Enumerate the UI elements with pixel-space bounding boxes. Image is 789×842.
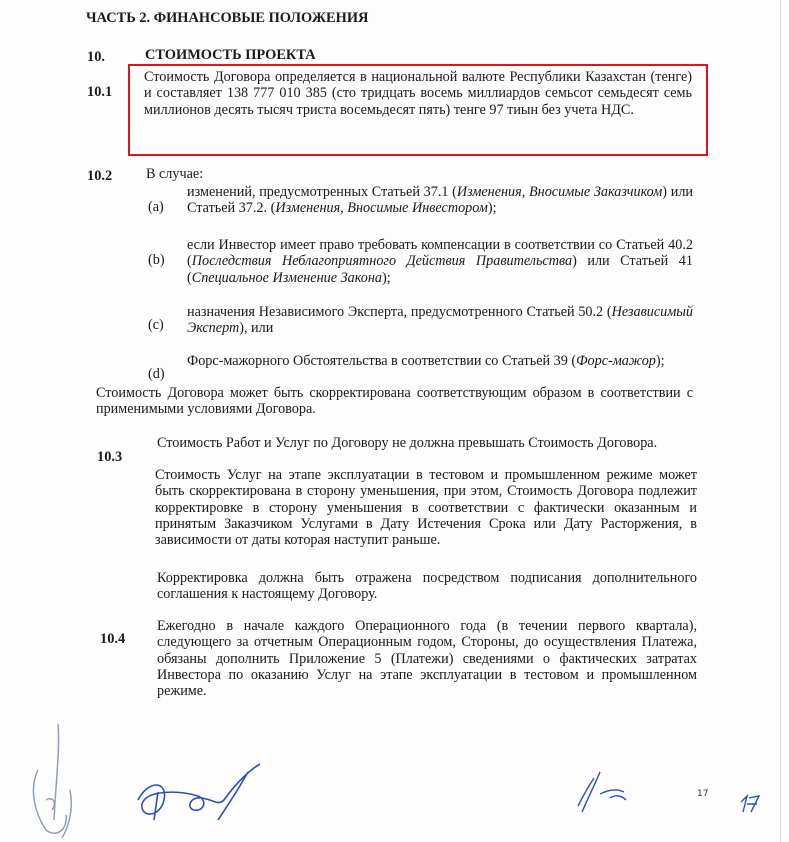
clause-10-3-text: Стоимость Работ и Услуг по Договору не должна превышать Стоимость Договора. bbox=[157, 435, 658, 451]
page-edge-line bbox=[780, 0, 781, 842]
page-number: 17 bbox=[697, 789, 709, 799]
part-title: ЧАСТЬ 2. ФИНАНСОВЫЕ ПОЛОЖЕНИЯ bbox=[86, 10, 369, 26]
list-marker-c: (c) bbox=[148, 317, 164, 333]
clause-10-4-text: Ежегодно в начале каждого Операционного года (в течении первого квартала), следующего за отчетным Операционным годом, Стороны, до осуществления Платежа, обязаны дополнить Приложение 5 (Платежи) сведениями о фактических затратах Инвестора по оказанию Услуг на этапе эксплуатации в тестовом и промышленном режиме. bbox=[157, 618, 697, 700]
clause-10-2-closing: Стоимость Договора может быть скорректирована соответствующим образом в соответствии с применимыми условиями Договора. bbox=[96, 385, 693, 418]
list-marker-a: (a) bbox=[148, 199, 164, 215]
clause-10-1-text: Стоимость Договора определяется в национальной валюте Республики Казахстан (тенге) и составляет 138 777 010 385 (сто тридцать восемь миллиардов семьсот семьдесят семь миллионов десять тысяч триста восемьдесят пять) тенге 97 тиын без учета НДС. bbox=[144, 69, 692, 118]
clause-10-4-number: 10.4 bbox=[100, 631, 126, 647]
clause-10-2-number: 10.2 bbox=[87, 168, 113, 184]
signature-2 bbox=[570, 768, 630, 816]
signature-1 bbox=[128, 760, 268, 830]
list-item-d: Форс-мажорного Обстоятельства в соответствии со Статьей 39 (Форс-мажор); bbox=[187, 353, 665, 369]
clause-10-3-para2: Корректировка должна быть отражена посредством подписания дополнительного соглашения к настоящему Договору. bbox=[157, 570, 697, 603]
list-item-c: назначения Независимого Эксперта, предусмотренного Статьей 50.2 (Независимый Эксперт), или bbox=[187, 304, 693, 337]
clause-10-3-para1: Стоимость Услуг на этапе эксплуатации в тестовом и промышленном режиме может быть скорректирована в сторону уменьшения, при этом, Стоимость Договора подлежит корректировке в сторону уменьшения в соответствии с фактически оказанным и принятым Заказчиком Услугами в Дату Истечения Срока или Дату Расторжения, в зависимости от даты которая наступит раньше. bbox=[155, 467, 697, 549]
clause-10-3-number: 10.3 bbox=[97, 449, 123, 465]
section-title: СТОИМОСТЬ ПРОЕКТА bbox=[145, 47, 316, 63]
handwritten-page-number bbox=[737, 790, 771, 814]
list-item-b: если Инвестор имеет право требовать компенсации в соответствии со Статьей 40.2 (Последствия Неблагоприятного Действия Правительства) или Статьей 41 (Специальное Изменение Закона); bbox=[187, 237, 693, 286]
clause-10-2-intro: В случае: bbox=[146, 166, 204, 182]
clause-10-1-number: 10.1 bbox=[87, 84, 113, 100]
left-margin-signature bbox=[18, 720, 88, 842]
section-number: 10. bbox=[87, 49, 105, 65]
list-marker-b: (b) bbox=[148, 252, 165, 268]
list-item-a: изменений, предусмотренных Статьей 37.1 (Изменения, Вносимые Заказчиком) или Статьей 37.2. (Изменения, Вносимые Инвестором); bbox=[187, 184, 693, 217]
list-marker-d: (d) bbox=[148, 366, 165, 382]
